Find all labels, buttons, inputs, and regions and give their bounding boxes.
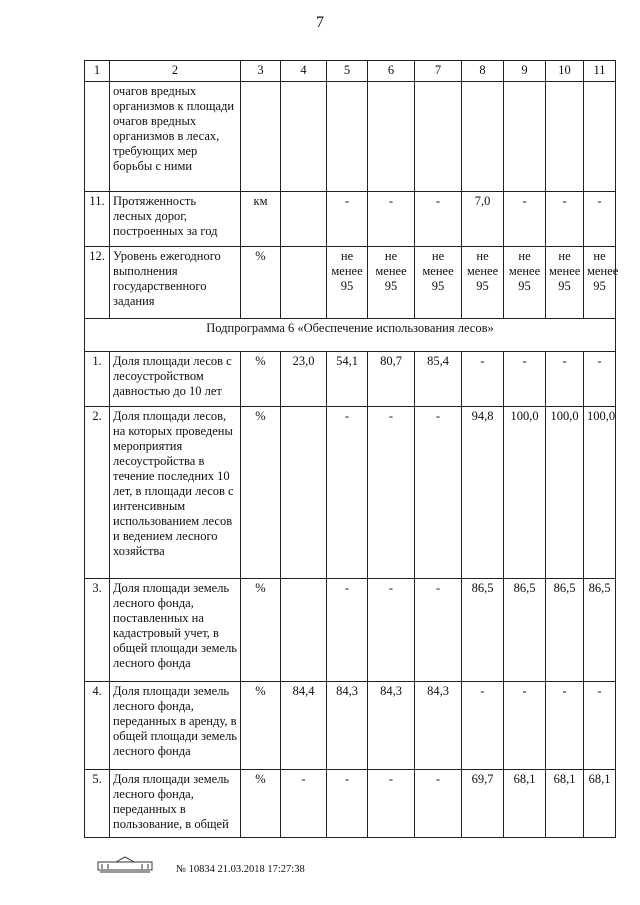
value-cell: -	[368, 579, 415, 682]
value-cell	[368, 82, 415, 192]
table-row	[85, 247, 616, 319]
value-cell	[327, 82, 368, 192]
unit: %	[241, 247, 281, 319]
value-cell: 68,1	[584, 770, 616, 838]
value-cell	[281, 247, 327, 319]
value-cell: 54,1	[327, 352, 368, 407]
subprogram-title: Подпрограмма 6 «Обеспечение использования лесов»	[85, 319, 616, 352]
value-cell: 86,5	[546, 579, 584, 682]
value-cell: 86,5	[462, 579, 504, 682]
value-cell: 68,1	[504, 770, 546, 838]
value-cell: -	[546, 682, 584, 770]
value-cell	[281, 407, 327, 579]
indicator-name: Доля площади земель лесного фонда, поставленных на кадастровый учет, в общей площади земель лесного фонда	[110, 579, 241, 682]
unit: %	[241, 682, 281, 770]
value-cell	[281, 579, 327, 682]
column-header: 3	[241, 61, 281, 82]
table-row	[85, 579, 616, 682]
value-cell: 100,0	[584, 407, 616, 579]
value-cell: 7,0	[462, 192, 504, 247]
row-number: 3.	[85, 579, 110, 682]
table-row	[85, 82, 616, 192]
value-cell: 84,4	[281, 682, 327, 770]
column-header: 1	[85, 61, 110, 82]
value-cell: -	[584, 192, 616, 247]
row-number: 2.	[85, 407, 110, 579]
table-row	[85, 192, 616, 247]
column-header: 10	[546, 61, 584, 82]
indicator-name: Протяженность лесных дорог, построенных за год	[110, 192, 241, 247]
value-cell: 69,7	[462, 770, 504, 838]
column-header: 6	[368, 61, 415, 82]
table-row	[85, 407, 616, 579]
value-cell: -	[504, 352, 546, 407]
value-cell	[504, 82, 546, 192]
value-cell: не менее 95	[368, 247, 415, 319]
value-cell	[415, 82, 462, 192]
table-header-row	[85, 61, 616, 82]
value-cell: -	[327, 770, 368, 838]
value-cell: не менее 95	[327, 247, 368, 319]
value-cell: 94,8	[462, 407, 504, 579]
row-number: 1.	[85, 352, 110, 407]
value-cell: не менее 95	[415, 247, 462, 319]
value-cell: 84,3	[368, 682, 415, 770]
unit: %	[241, 770, 281, 838]
value-cell: 85,4	[415, 352, 462, 407]
indicator-name: Доля площади земель лесного фонда, переданных в аренду, в общей площади земель лесного фонда	[110, 682, 241, 770]
value-cell: -	[415, 407, 462, 579]
column-header: 7	[415, 61, 462, 82]
unit	[241, 82, 281, 192]
value-cell: не менее 95	[462, 247, 504, 319]
unit: %	[241, 407, 281, 579]
value-cell: -	[327, 192, 368, 247]
value-cell: -	[281, 770, 327, 838]
value-cell: -	[584, 682, 616, 770]
subprogram-row	[85, 319, 616, 352]
value-cell: 84,3	[327, 682, 368, 770]
value-cell: -	[368, 770, 415, 838]
row-number	[85, 82, 110, 192]
row-number: 5.	[85, 770, 110, 838]
value-cell: 100,0	[504, 407, 546, 579]
value-cell: 100,0	[546, 407, 584, 579]
emblem-logo	[96, 856, 154, 874]
value-cell: 86,5	[584, 579, 616, 682]
value-cell: 86,5	[504, 579, 546, 682]
value-cell: -	[368, 407, 415, 579]
value-cell: не менее 95	[546, 247, 584, 319]
table-row	[85, 352, 616, 407]
unit: %	[241, 352, 281, 407]
indicator-name: Уровень ежегодного выполнения государственного задания	[110, 247, 241, 319]
value-cell	[281, 192, 327, 247]
value-cell: -	[504, 192, 546, 247]
value-cell: -	[327, 407, 368, 579]
value-cell: не менее 95	[504, 247, 546, 319]
value-cell	[462, 82, 504, 192]
value-cell: -	[546, 192, 584, 247]
value-cell: -	[462, 352, 504, 407]
unit: км	[241, 192, 281, 247]
indicator-name: очагов вредных организмов к площади очагов вредных организмов в лесах, требующих мер борьбы с ними	[110, 82, 241, 192]
value-cell	[546, 82, 584, 192]
value-cell: 80,7	[368, 352, 415, 407]
column-header: 4	[281, 61, 327, 82]
value-cell: 23,0	[281, 352, 327, 407]
indicator-name: Доля площади лесов, на которых проведены мероприятия лесоустройства в течение последних 10 лет, в площади лесов с интенсивным использованием лесов и ведением лесного хозяйства	[110, 407, 241, 579]
row-number: 11.	[85, 192, 110, 247]
row-number: 12.	[85, 247, 110, 319]
value-cell: -	[327, 579, 368, 682]
table-row	[85, 770, 616, 838]
value-cell: -	[415, 192, 462, 247]
value-cell: -	[546, 352, 584, 407]
value-cell	[281, 82, 327, 192]
column-header: 5	[327, 61, 368, 82]
column-header: 8	[462, 61, 504, 82]
value-cell: -	[584, 352, 616, 407]
value-cell: -	[368, 192, 415, 247]
registration-stamp: № 10834 21.03.2018 17:27:38	[176, 864, 305, 875]
indicator-name: Доля площади лесов с лесоустройством давностью до 10 лет	[110, 352, 241, 407]
value-cell: 68,1	[546, 770, 584, 838]
column-header: 2	[110, 61, 241, 82]
value-cell: -	[415, 770, 462, 838]
page-number: 7	[316, 14, 324, 31]
indicators-table	[84, 60, 619, 838]
column-header: 9	[504, 61, 546, 82]
table-row	[85, 682, 616, 770]
row-number: 4.	[85, 682, 110, 770]
column-header: 11	[584, 61, 616, 82]
value-cell: -	[504, 682, 546, 770]
unit: %	[241, 579, 281, 682]
value-cell: 84,3	[415, 682, 462, 770]
value-cell: -	[462, 682, 504, 770]
value-cell: не менее 95	[584, 247, 616, 319]
value-cell: -	[415, 579, 462, 682]
indicator-name: Доля площади земель лесного фонда, переданных в пользование, в общей	[110, 770, 241, 838]
value-cell	[584, 82, 616, 192]
